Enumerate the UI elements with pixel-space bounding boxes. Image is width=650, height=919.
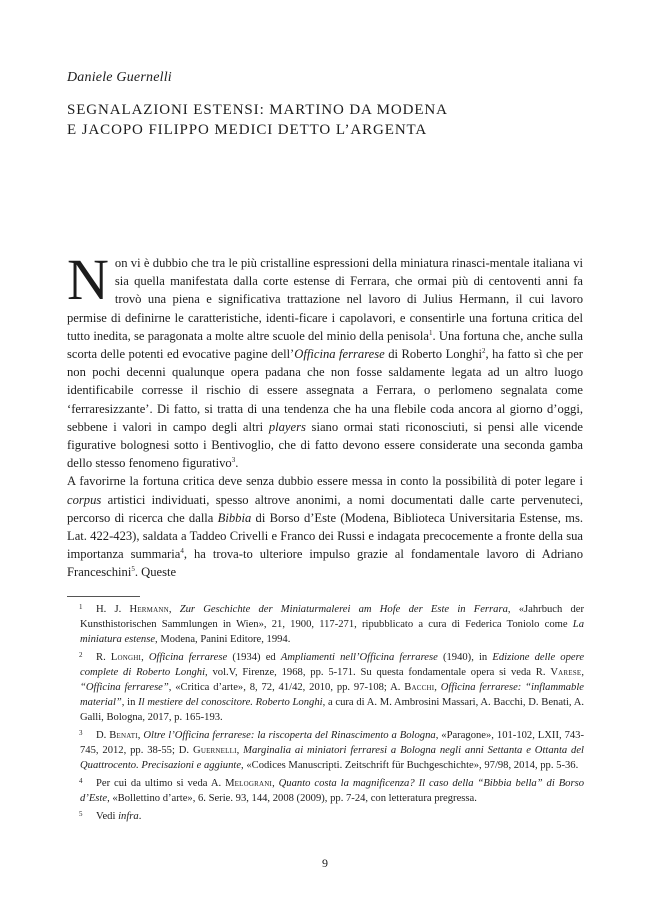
footnote-ref-3[interactable]: 3 — [231, 456, 236, 465]
footnote-3 — [80, 728, 584, 773]
footnote-italic-text: “Officina ferrarese” — [80, 682, 169, 693]
footnote-number: 4 — [79, 777, 83, 785]
footnote-italic-text: La miniatura estense — [80, 619, 584, 645]
footnote-divider — [67, 596, 140, 597]
footnote-text: R. — [96, 652, 111, 663]
footnote-italic-text: Ampliamenti nell’Officina ferrarese — [280, 652, 438, 663]
footnote-italic-text: Officina ferrarese: “inflammable material” — [80, 682, 584, 708]
footnote-text: , — [137, 730, 144, 741]
footnote-italic-text: Officina ferrarese — [148, 652, 228, 663]
footnote-text: , «Paragone», 101-102, LXII, 743-745, 2012, pp. 38-55; D. — [80, 730, 584, 756]
footnote-italic-text: Marginalia ai miniatori ferraresi a Bologna negli anni Settanta e Ottanta del Quattrocento. Precisazioni e aggiunte — [80, 745, 584, 771]
author-name: Daniele Guernelli — [67, 70, 172, 85]
footnote-italic-text: Oltre l’Officina ferrarese: la riscoperta del Rinascimento a Bologna — [143, 730, 436, 741]
footnote-text: D. — [96, 730, 110, 741]
body-text — [67, 247, 584, 582]
footnote-4 — [80, 776, 584, 806]
footnote-number: 1 — [79, 603, 83, 611]
footnote-number: 3 — [79, 729, 83, 737]
footnote-text: (1940), in — [437, 652, 493, 663]
footnote-text: , vol.V, Firenze, 1968, pp. 5-171. Su questa fondamentale opera si veda R. — [205, 667, 551, 678]
footnote-italic-text: Zur Geschichte der Miniaturmalerei am Hofe der Este in Ferrara — [179, 604, 508, 615]
footnote-text: Hermann — [129, 604, 169, 615]
footnote-text: , — [236, 745, 244, 756]
footnote-number: 5 — [79, 810, 83, 818]
footnote-text: , «Jahrbuch der Kunsthistorischen Sammlungen in Wien», 21, 1900, 117-271, ripubblicato a cura di Federica Toniolo come — [80, 604, 585, 630]
footnote-text: Per cui da ultimo si veda A. — [96, 778, 226, 789]
footnote-text: Vedi — [96, 811, 119, 822]
footnote-text: Melograni — [225, 778, 273, 789]
footnote-text: , — [272, 778, 279, 789]
footnote-ref-2[interactable]: 2 — [481, 346, 486, 355]
footnote-text: , «Codices Manuscripti. Zeitschrift für Buchgeschichte», 97/98, 2014, pp. 5-36. — [241, 760, 579, 771]
footnote-text: Benati — [109, 730, 138, 741]
footnotes — [80, 602, 584, 827]
title-line-2: E JACOPO FILIPPO MEDICI DETTO L’ARGENTA — [67, 122, 428, 138]
footnote-italic-text: infra — [118, 811, 139, 822]
paragraph-2: A favorirne la fortuna critica deve senza dubbio essere messa in conto la possibilità di poter legare i corpus artistici individuati, spesso altrove anonimi, a nomi documentati dalle carte pervenuteci, percorso di ricerca che dalla Bibbia di Borso d’Este (Modena, Biblioteca Universitaria Estense, ms. Lat. 422-423), saldata a Taddeo Crivelli e Franco dei Russi e indagata precocemente a fronte della sua importanza summaria$^4$, ha trova-to ulteriore impulso grazie al fondamentale lavoro di Adriano Franceschini$^5$. Queste — [67, 474, 583, 580]
footnote-text: , a cura di A. M. Ambrosini Massari, A. Bacchi, D. Benati, A. Galli, Bologna, 2017, p. 165-193. — [80, 697, 584, 723]
footnote-text: , — [434, 682, 441, 693]
footnote-text: , — [581, 667, 584, 678]
footnote-ref-4[interactable]: 4 — [180, 547, 184, 556]
footnote-italic-text: Quanto costa la magnificenza? Il caso della “Bibbia bella” di Borso d’Este — [80, 778, 585, 804]
article-title — [67, 100, 587, 140]
footnote-text: . — [138, 811, 142, 822]
footnote-text: H. J. — [96, 604, 130, 615]
footnote-italic-text: Edizione delle opere complete di Roberto Longhi — [80, 652, 585, 678]
drop-cap: N — [67, 247, 109, 312]
footnote-text: , in — [121, 697, 139, 708]
footnote-text: (1934) ed — [227, 652, 281, 663]
paragraph-1: on vi è dubbio che tra le più cristalline espressioni della miniatura rinasci-mentale italiana vi sia quella manifestata dalla corte estense di Ferrara, che ormai più di centoventi anni fa trovò una piena e significativa trattazione nel lavoro di Julius Hermann, il cui lavoro permise di definirne le caratteristiche, identi-ficare i capolavori, e consentirle una fortuna critica del tutto inedita, se paragonata a molte altre scuole del minio della penisola$^1$. Una fortuna che, anche sulla scorta delle potenti ed evocative pagine dell’Officina ferrarese di Roberto Longhi$^2$, ha fatto sì che per non pochi decenni qualunque opera padana che non fosse saldamente legata ad un altro luogo identificabile corresse il rischio di essere assegnata a Ferrara, o perlomeno segnalata come ‘ferraresizzante’. Di fatto, si tratta di una tendenza che ha una flebile coda ancora al giorno d’oggi, sebbene i valori in campo degli altri players siano ormai stati riconosciuti, si pensi alle vicende figurative bolognesi sotto i Bentivoglio, che di fatto devono essere considerate una seconda gamba dello stesso fenomeno figurativo$^3$. — [67, 256, 584, 471]
footnote-text: Longhi — [110, 652, 142, 663]
footnote-2 — [80, 650, 584, 725]
footnote-text: , Modena, Panini Editore, 1994. — [155, 634, 291, 645]
footnote-text: , — [168, 604, 180, 615]
footnote-5 — [80, 809, 584, 824]
footnote-1 — [80, 602, 584, 647]
footnote-number: 2 — [79, 651, 83, 659]
page-number: 9 — [322, 856, 328, 870]
footnote-italic-text: Il mestiere del conoscitore. Roberto Longhi — [138, 697, 323, 708]
footnote-ref-5[interactable]: 5 — [131, 565, 135, 574]
footnote-ref-1[interactable]: 1 — [429, 328, 433, 337]
title-line-1: SEGNALAZIONI ESTENSI: MARTINO DA MODENA — [67, 102, 448, 118]
footnote-text: Bacchi — [404, 682, 435, 693]
footnote-text: , «Bollettino d’arte», 6. Serie. 93, 144, 2008 (2009), pp. 7-24, con letteratura pregressa. — [107, 793, 477, 804]
footnote-text: , «Critica d’arte», 8, 72, 41/42, 2010, pp. 97-108; A. — [168, 682, 405, 693]
footnote-text: Guernelli — [192, 745, 237, 756]
footnote-text: Varese — [550, 667, 582, 678]
footnote-text: , — [141, 652, 149, 663]
